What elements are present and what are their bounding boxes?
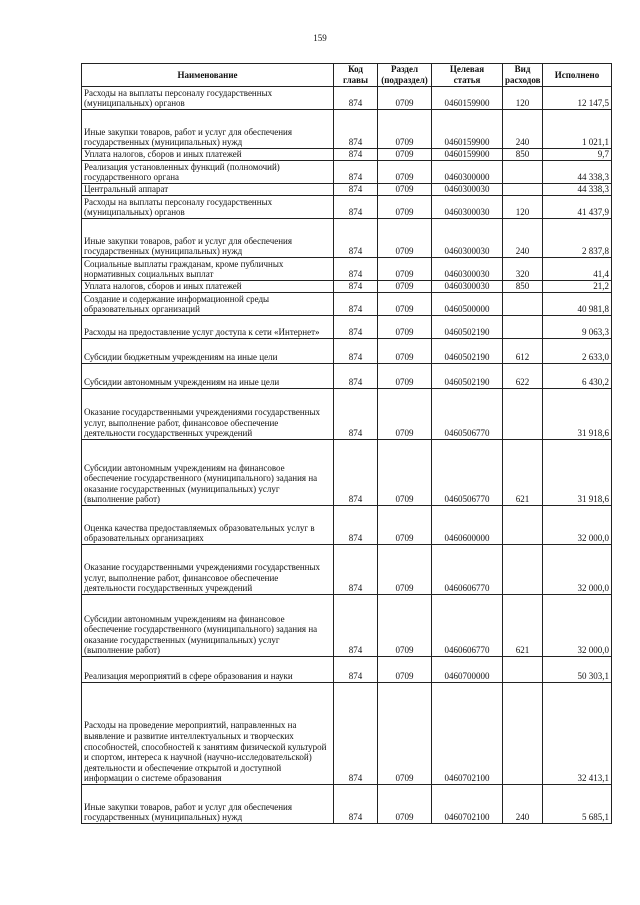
cell-name: Субсидии бюджетным учреждениям на иные цели (82, 339, 334, 364)
table-row (82, 683, 612, 785)
table-row (82, 545, 612, 595)
cell-amount: 44 338,3 (543, 161, 612, 184)
table-row (82, 339, 612, 364)
cell-article: 0460502190 (432, 339, 503, 364)
cell-amount: 12 147,5 (543, 87, 612, 110)
table-row (82, 316, 612, 339)
cell-article: 0460300000 (432, 161, 503, 184)
cell-name: Расходы на выплаты персоналу государственных (муниципальных) органов (82, 196, 334, 219)
cell-article: 0460300030 (432, 196, 503, 219)
cell-section: 0709 (378, 657, 432, 683)
cell-article: 0460500000 (432, 293, 503, 316)
header-code: Код главы (334, 64, 378, 87)
cell-name: Расходы на проведение мероприятий, направленных на выявление и развитие интеллектуальных и творческих способностей, способностей к занятиям физической культурой и спортом, интереса к научной (научно-исследовательской) деятельности и обеспечение открытой и доступной информации о системе образования (82, 683, 334, 785)
cell-code: 874 (334, 293, 378, 316)
cell-name: Расходы на выплаты персоналу государственных (муниципальных) органов (82, 87, 334, 110)
cell-section: 0709 (378, 219, 432, 258)
cell-name: Оказание государственными учреждениями государственных услуг, выполнение работ, финансовое обеспечение деятельности государственных учреждений (82, 389, 334, 440)
cell-code: 874 (334, 785, 378, 824)
cell-code: 874 (334, 219, 378, 258)
cell-section: 0709 (378, 595, 432, 657)
cell-article: 0460600000 (432, 506, 503, 545)
cell-article: 0460159900 (432, 110, 503, 149)
cell-name: Расходы на предоставление услуг доступа к сети «Интернет» (82, 316, 334, 339)
cell-article: 0460702100 (432, 683, 503, 785)
page-number: 159 (313, 33, 327, 43)
cell-section: 0709 (378, 389, 432, 440)
cell-article: 0460502190 (432, 316, 503, 339)
cell-type: 320 (503, 258, 543, 281)
cell-article: 0460506770 (432, 440, 503, 506)
table-row (82, 258, 612, 281)
cell-type: 240 (503, 110, 543, 149)
cell-type: 850 (503, 281, 543, 293)
table-row (82, 184, 612, 196)
cell-name: Субсидии автономным учреждениям на финансовое обеспечение государственного (муниципального) задания на оказание государственных (муниципальных) услуг (выполнение работ) (82, 595, 334, 657)
cell-article: 0460606770 (432, 595, 503, 657)
cell-type: 612 (503, 339, 543, 364)
cell-type: 621 (503, 440, 543, 506)
table-row (82, 506, 612, 545)
cell-section: 0709 (378, 364, 432, 389)
cell-type (503, 506, 543, 545)
cell-amount: 6 430,2 (543, 364, 612, 389)
cell-article: 0460159900 (432, 149, 503, 161)
cell-amount: 1 021,1 (543, 110, 612, 149)
cell-section: 0709 (378, 110, 432, 149)
table-row (82, 364, 612, 389)
cell-type (503, 389, 543, 440)
cell-name: Субсидии автономным учреждениям на финансовое обеспечение государственного (муниципального) задания на оказание государственных (муниципальных) услуг (выполнение работ) (82, 440, 334, 506)
cell-article: 0460700000 (432, 657, 503, 683)
cell-section: 0709 (378, 440, 432, 506)
cell-amount: 32 000,0 (543, 506, 612, 545)
cell-name: Иные закупки товаров, работ и услуг для обеспечения государственных (муниципальных) нужд (82, 785, 334, 824)
cell-amount: 40 981,8 (543, 293, 612, 316)
cell-amount: 2 633,0 (543, 339, 612, 364)
cell-code: 874 (334, 184, 378, 196)
cell-section: 0709 (378, 293, 432, 316)
cell-article: 0460606770 (432, 545, 503, 595)
cell-code: 874 (334, 281, 378, 293)
cell-article: 0460300030 (432, 258, 503, 281)
table-row (82, 161, 612, 184)
cell-type (503, 161, 543, 184)
cell-section: 0709 (378, 184, 432, 196)
cell-code: 874 (334, 683, 378, 785)
cell-code: 874 (334, 196, 378, 219)
cell-article: 0460502190 (432, 364, 503, 389)
cell-section: 0709 (378, 506, 432, 545)
cell-type: 240 (503, 785, 543, 824)
cell-name: Оценка качества предоставляемых образовательных услуг в образовательных организациях (82, 506, 334, 545)
cell-section: 0709 (378, 149, 432, 161)
cell-type (503, 657, 543, 683)
cell-type: 120 (503, 196, 543, 219)
cell-code: 874 (334, 595, 378, 657)
cell-type: 621 (503, 595, 543, 657)
cell-section: 0709 (378, 87, 432, 110)
cell-name: Оказание государственными учреждениями государственных услуг, выполнение работ, финансовое обеспечение деятельности государственных учреждений (82, 545, 334, 595)
cell-name: Иные закупки товаров, работ и услуг для обеспечения государственных (муниципальных) нужд (82, 110, 334, 149)
cell-name: Реализация мероприятий в сфере образования и науки (82, 657, 334, 683)
cell-name: Иные закупки товаров, работ и услуг для обеспечения государственных (муниципальных) нужд (82, 219, 334, 258)
header-name: Наименование (82, 64, 334, 87)
cell-code: 874 (334, 657, 378, 683)
cell-amount: 50 303,1 (543, 657, 612, 683)
cell-name: Уплата налогов, сборов и иных платежей (82, 149, 334, 161)
cell-name: Создание и содержание информационной среды образовательных организаций (82, 293, 334, 316)
table-row (82, 281, 612, 293)
cell-article: 0460159900 (432, 87, 503, 110)
cell-amount: 21,2 (543, 281, 612, 293)
cell-name: Уплата налогов, сборов и иных платежей (82, 281, 334, 293)
cell-code: 874 (334, 87, 378, 110)
table-row (82, 657, 612, 683)
cell-type (503, 293, 543, 316)
cell-type: 240 (503, 219, 543, 258)
cell-amount: 5 685,1 (543, 785, 612, 824)
cell-code: 874 (334, 389, 378, 440)
cell-section: 0709 (378, 339, 432, 364)
cell-article: 0460300030 (432, 219, 503, 258)
table-row (82, 440, 612, 506)
header-section: Раздел (подраздел) (378, 64, 432, 87)
cell-section: 0709 (378, 683, 432, 785)
table-body (82, 87, 612, 824)
cell-section: 0709 (378, 316, 432, 339)
table-row (82, 110, 612, 149)
cell-name: Социальные выплаты гражданам, кроме публичных нормативных социальных выплат (82, 258, 334, 281)
table-row (82, 219, 612, 258)
cell-amount: 44 338,3 (543, 184, 612, 196)
cell-article: 0460300030 (432, 281, 503, 293)
cell-amount: 41 437,9 (543, 196, 612, 219)
cell-type (503, 683, 543, 785)
table-row (82, 87, 612, 110)
cell-code: 874 (334, 110, 378, 149)
table-row (82, 785, 612, 824)
cell-type: 622 (503, 364, 543, 389)
cell-type (503, 545, 543, 595)
cell-section: 0709 (378, 545, 432, 595)
cell-section: 0709 (378, 196, 432, 219)
cell-code: 874 (334, 161, 378, 184)
table-row (82, 149, 612, 161)
cell-section: 0709 (378, 281, 432, 293)
cell-article: 0460702100 (432, 785, 503, 824)
table-row (82, 196, 612, 219)
cell-amount: 41,4 (543, 258, 612, 281)
table-row (82, 293, 612, 316)
table-header-row (82, 64, 612, 87)
cell-code: 874 (334, 316, 378, 339)
cell-type: 850 (503, 149, 543, 161)
header-article: Целевая статья (432, 64, 503, 87)
cell-amount: 31 918,6 (543, 440, 612, 506)
cell-article: 0460506770 (432, 389, 503, 440)
cell-amount: 2 837,8 (543, 219, 612, 258)
header-amount: Исполнено (543, 64, 612, 87)
cell-name: Центральный аппарат (82, 184, 334, 196)
table-row (82, 389, 612, 440)
cell-type (503, 184, 543, 196)
cell-name: Реализация установленных функций (полномочий) государственного органа (82, 161, 334, 184)
cell-code: 874 (334, 364, 378, 389)
cell-section: 0709 (378, 785, 432, 824)
budget-table (81, 63, 612, 824)
cell-code: 874 (334, 339, 378, 364)
cell-section: 0709 (378, 161, 432, 184)
cell-type (503, 316, 543, 339)
cell-name: Субсидии автономным учреждениям на иные цели (82, 364, 334, 389)
table-row (82, 595, 612, 657)
header-type: Вид расходов (503, 64, 543, 87)
cell-article: 0460300030 (432, 184, 503, 196)
cell-amount: 32 000,0 (543, 595, 612, 657)
cell-amount: 31 918,6 (543, 389, 612, 440)
cell-code: 874 (334, 149, 378, 161)
cell-section: 0709 (378, 258, 432, 281)
cell-amount: 9,7 (543, 149, 612, 161)
cell-code: 874 (334, 258, 378, 281)
cell-code: 874 (334, 506, 378, 545)
cell-code: 874 (334, 440, 378, 506)
cell-type: 120 (503, 87, 543, 110)
cell-amount: 32 413,1 (543, 683, 612, 785)
cell-code: 874 (334, 545, 378, 595)
cell-amount: 32 000,0 (543, 545, 612, 595)
cell-amount: 9 063,3 (543, 316, 612, 339)
